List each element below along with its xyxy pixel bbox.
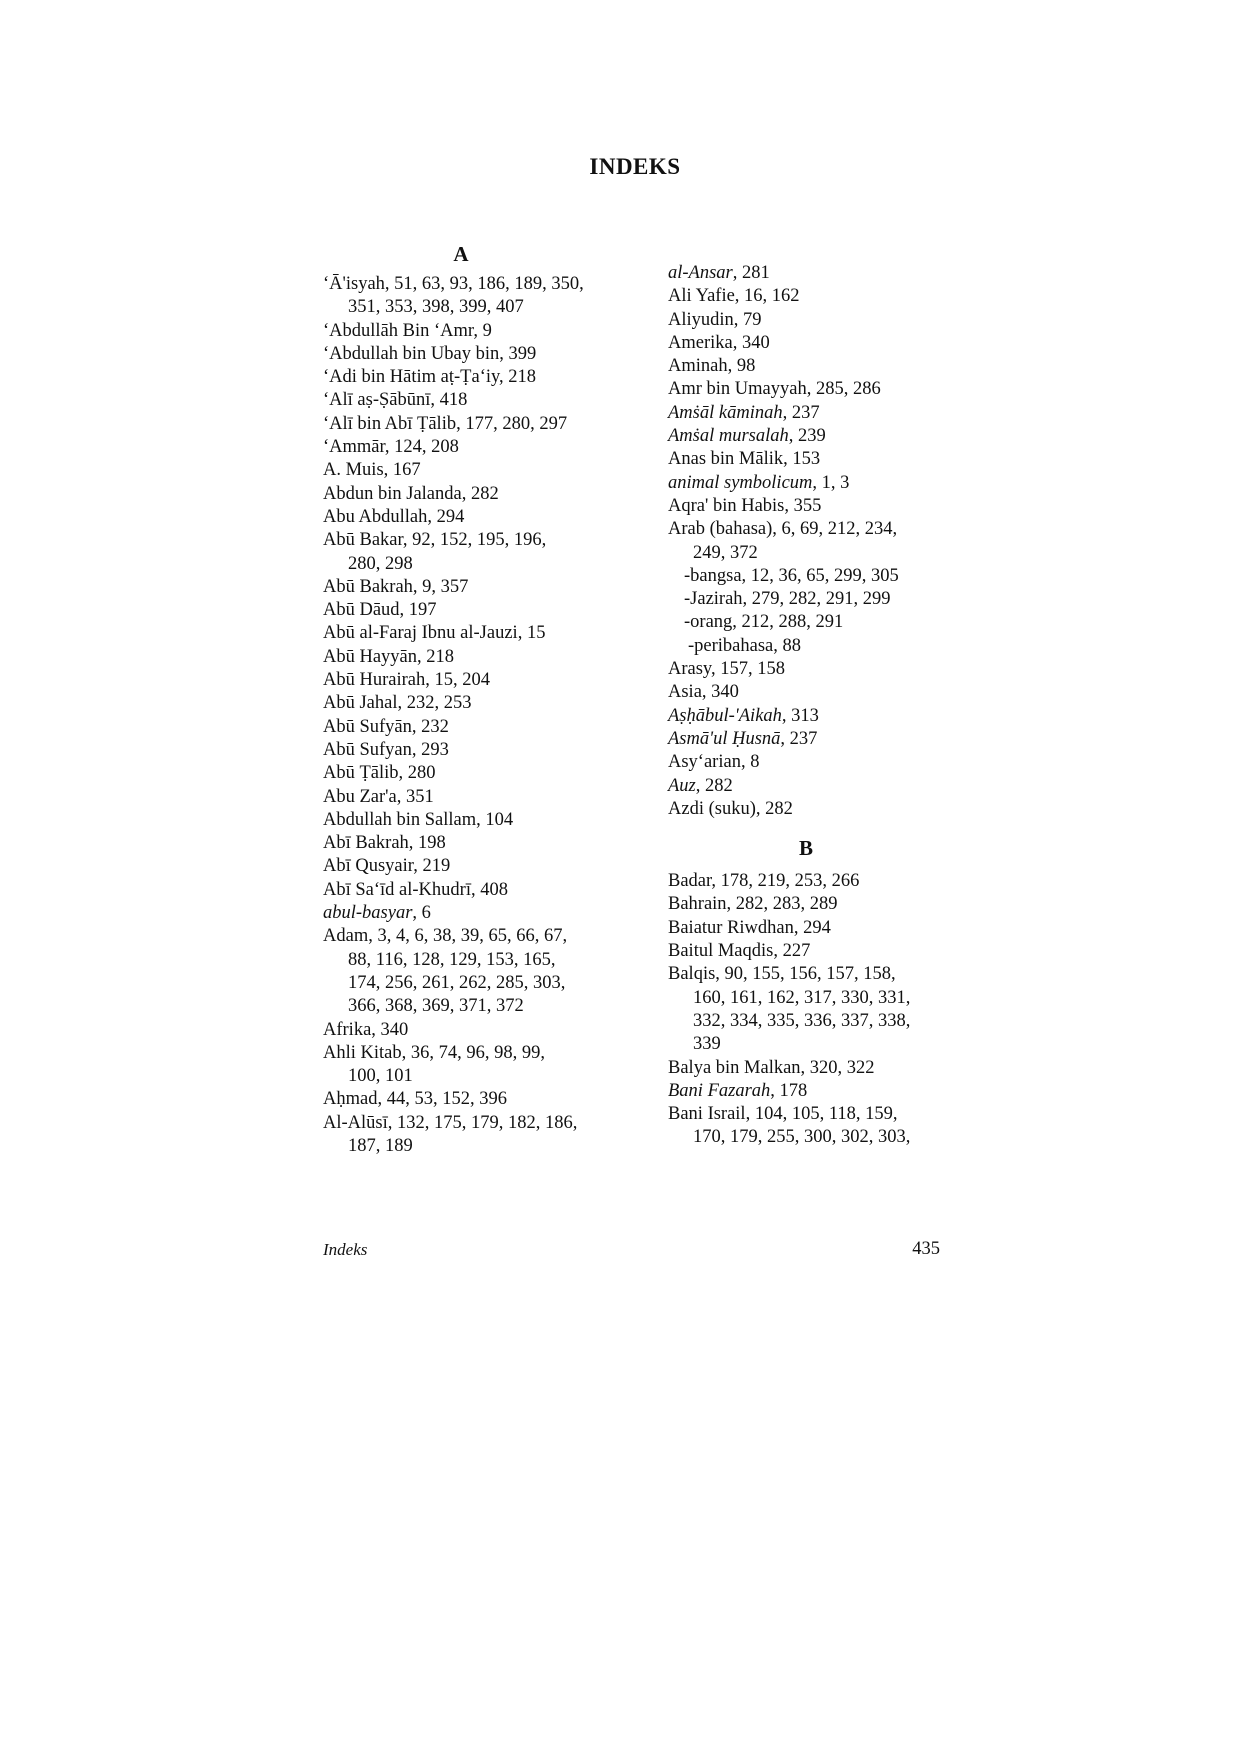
index-entry-term: Aliyudin, 79: [668, 309, 762, 330]
index-entry-term: Balya bin Malkan, 320, 322: [668, 1057, 875, 1078]
index-entry-pages: , 281: [732, 263, 770, 283]
index-entry-term: Baitul Maqdis, 227: [668, 941, 811, 962]
index-entry: [668, 355, 944, 378]
index-entry: [668, 309, 944, 332]
index-entry-pages: , 313: [781, 705, 819, 726]
index-entry-term: Abū Jahal, 232, 253: [323, 693, 472, 714]
index-entry-term: Abū Hurairah, 15, 204: [323, 670, 490, 691]
index-entry-term: al-Ansar: [668, 263, 733, 283]
index-entry-term: Arab (bahasa), 6, 69, 212, 234, 249, 372: [668, 519, 898, 563]
section-letter-a: A: [453, 242, 469, 266]
index-entry-pages: , 1, 3: [812, 472, 850, 493]
index-entry: [323, 599, 599, 622]
index-entry-term: Abū Bakrah, 9, 357: [323, 576, 469, 597]
index-entry: [668, 893, 944, 916]
index-entry: [323, 902, 599, 925]
index-entry-term: Auz: [668, 775, 696, 796]
index-entry-term: Asy‘arian, 8: [668, 752, 760, 773]
index-list-right-b: [668, 870, 944, 1150]
index-entry-term: Abu Zar'a, 351: [323, 786, 434, 807]
index-entry: [668, 775, 944, 798]
index-entry-term: Ahli Kitab, 36, 74, 96, 98, 99, 100, 101: [323, 1042, 545, 1087]
index-entry: [323, 716, 599, 739]
index-entry: [323, 669, 599, 692]
index-entry: [668, 611, 944, 634]
index-entry-term: ‘Alī bin Abī Ṭālib, 177, 280, 297: [323, 413, 568, 434]
index-entry-term: Baiatur Riwdhan, 294: [668, 917, 831, 938]
index-entry-term: Amerika, 340: [668, 332, 770, 353]
index-entry-term: Asia, 340: [668, 682, 739, 703]
index-entry-term: animal symbolicum: [668, 472, 813, 493]
index-entry-term: Abū al-Faraj Ibnu al-Jauzi, 15: [323, 623, 546, 644]
index-entry-term: Al-Alūsī, 132, 175, 179, 182, 186, 187, 189: [323, 1112, 578, 1156]
page-title: INDEKS: [589, 154, 681, 179]
index-entry: [668, 681, 944, 704]
index-entry-term: A. Muis, 167: [323, 460, 421, 481]
index-entry-term: Abī Sa‘īd al-Khudrī, 408: [323, 879, 508, 900]
index-entry: [668, 658, 944, 681]
index-entry-term: Abū Bakar, 92, 152, 195, 196, 280, 298: [323, 530, 547, 574]
section-letter-b: B: [798, 836, 813, 861]
index-entry-pages: , 237: [782, 402, 820, 423]
index-entry: [323, 832, 599, 855]
index-entry: [323, 646, 599, 669]
index-entry: [323, 622, 599, 645]
index-entry-term: Abdullah bin Sallam, 104: [323, 809, 514, 830]
index-entry: [668, 378, 944, 401]
index-entry: [323, 809, 599, 832]
index-entry-pages: , 239: [788, 426, 826, 447]
index-entry: [323, 879, 599, 902]
index-entry-term: Azdi (suku), 282: [668, 798, 793, 819]
index-entry: [323, 389, 599, 412]
index-entry-term: Abū Dāud, 197: [323, 600, 437, 621]
index-entry-term: Amṡal mursalah: [668, 426, 789, 447]
index-entry-term: Abū Hayyān, 218: [323, 646, 455, 667]
index-entry-term: Bani Israil, 104, 105, 118, 159, 170, 179, 255, 300, 302, 303,: [668, 1104, 911, 1148]
page-number: 435: [912, 1239, 940, 1259]
index-entry-term: Bani Fazarah: [668, 1080, 771, 1101]
index-entry: [668, 495, 944, 518]
index-entry-pages: , 6: [412, 903, 431, 924]
index-entry-term: -Jazirah, 279, 282, 291, 299: [684, 589, 891, 610]
index-entry: [668, 448, 944, 471]
index-entry-term: Abdun bin Jalanda, 282: [323, 483, 499, 504]
index-entry: [668, 472, 944, 495]
index-entry-term: Aqra' bin Habis, 355: [668, 495, 822, 516]
index-entry-term: Amr bin Umayyah, 285, 286: [668, 379, 881, 400]
index-entry: [323, 925, 599, 1018]
index-entry: [323, 343, 599, 366]
index-entry: [323, 459, 599, 482]
index-list-right-a: [668, 262, 944, 821]
index-entry: [323, 436, 599, 459]
index-entry-pages: , 237: [780, 728, 818, 749]
index-entry-term: Bahrain, 282, 283, 289: [668, 894, 838, 915]
index-entry: [668, 940, 944, 963]
index-entry: [668, 1057, 944, 1080]
index-entry-term: Abū Sufyan, 293: [323, 739, 449, 760]
index-entry-term: -peribahasa, 88: [688, 635, 802, 656]
index-entry-term: Ali Yafie, 16, 162: [668, 286, 800, 307]
index-entry: [668, 705, 944, 728]
index-entry: [668, 1103, 944, 1150]
index-entry: [668, 870, 944, 893]
index-entry-term: ‘Alī aṣ-Ṣābūnī, 418: [323, 390, 468, 411]
index-entry: [323, 1112, 599, 1159]
index-entry: [323, 320, 599, 343]
index-column-right: [668, 262, 944, 1150]
index-entry: [668, 402, 944, 425]
index-entry-term: -orang, 212, 288, 291: [684, 612, 844, 633]
index-entry-pages: , 282: [695, 775, 733, 796]
index-entry-term: Asmā'ul Ḥusnā: [668, 728, 781, 749]
index-list-left: [323, 273, 599, 1158]
index-entry-term: Amṡāl kāminah: [668, 402, 783, 423]
index-entry: [668, 751, 944, 774]
index-entry: [323, 576, 599, 599]
index-entry: [668, 917, 944, 940]
index-entry-term: Aḥmad, 44, 53, 152, 396: [323, 1089, 507, 1110]
index-entry-term: ‘Adi bin Hātim aṭ-Ṭa‘iy, 218: [323, 367, 537, 388]
index-column-left: [323, 242, 599, 1158]
index-entry-term: Arasy, 157, 158: [668, 659, 785, 680]
index-entry: [323, 273, 599, 320]
index-entry: [668, 425, 944, 448]
index-entry: [323, 855, 599, 878]
index-entry: [323, 366, 599, 389]
index-entry: [323, 1019, 599, 1042]
index-entry: [668, 588, 944, 611]
index-entry-term: ‘Abdullah bin Ubay bin, 399: [323, 343, 537, 364]
index-entry-term: Aminah, 98: [668, 356, 756, 377]
footer-label: Indeks: [323, 1240, 368, 1259]
index-entry-term: Badar, 178, 219, 253, 266: [668, 871, 860, 892]
index-entry: [323, 413, 599, 436]
index-entry-term: Anas bin Mālik, 153: [668, 449, 821, 470]
index-entry: [668, 635, 944, 658]
index-entry: [323, 1088, 599, 1111]
index-entry: [668, 1080, 944, 1103]
index-entry-term: Aṣḥābul-'Aikah: [668, 705, 782, 726]
index-entry: [323, 692, 599, 715]
index-entry-term: Abī Bakrah, 198: [323, 833, 446, 854]
index-entry-pages: , 178: [770, 1080, 808, 1101]
index-entry: [668, 963, 944, 1056]
index-entry: [668, 728, 944, 751]
index-entry: [323, 739, 599, 762]
index-entry: [668, 798, 944, 821]
index-entry-term: Balqis, 90, 155, 156, 157, 158, 160, 161, 162, 317, 330, 331, 332, 334, 335, 336, 337, 338, 339: [668, 964, 911, 1055]
index-entry-term: ‘Ammār, 124, 208: [323, 437, 459, 458]
index-entry-term: -bangsa, 12, 36, 65, 299, 305: [684, 565, 899, 586]
index-entry: [668, 285, 944, 308]
index-entry: [323, 529, 599, 576]
index-entry: [668, 565, 944, 588]
index-entry-term: ‘Abdullāh Bin ‘Amr, 9: [323, 320, 492, 341]
index-entry: [668, 332, 944, 355]
index-entry: [668, 518, 944, 565]
index-entry: [323, 506, 599, 529]
index-entry-term: Abū Sufyān, 232: [323, 716, 449, 737]
index-entry: [323, 1042, 599, 1089]
index-entry-term: Abī Qusyair, 219: [323, 856, 451, 877]
index-entry: [323, 786, 599, 809]
index-entry: [668, 262, 944, 285]
index-entry: [323, 762, 599, 785]
index-entry-term: Adam, 3, 4, 6, 38, 39, 65, 66, 67, 88, 116, 128, 129, 153, 165, 174, 256, 261, 262, 285, 303, 366, 368, 369, 371, 372: [323, 926, 568, 1017]
index-entry-term: ‘Ā'isyah, 51, 63, 93, 186, 189, 350, 351, 353, 398, 399, 407: [323, 274, 584, 318]
index-entry: [323, 483, 599, 506]
index-entry-term: abul-basyar: [323, 903, 413, 924]
index-entry-term: Abu Abdullah, 294: [323, 506, 465, 527]
index-entry-term: Afrika, 340: [323, 1019, 409, 1040]
index-entry-term: Abū Ṭālib, 280: [323, 763, 436, 784]
